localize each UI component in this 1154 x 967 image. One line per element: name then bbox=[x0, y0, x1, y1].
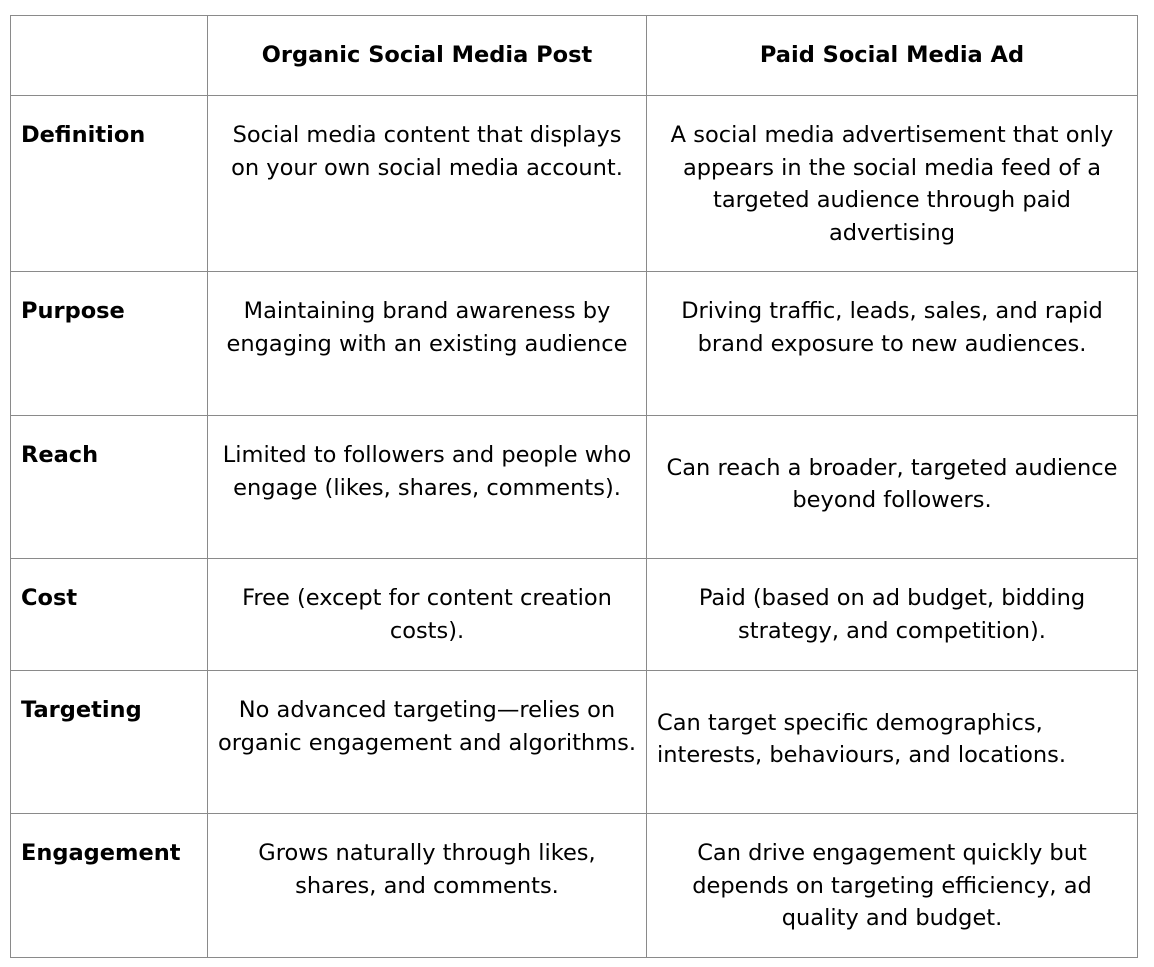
cell-paid-purpose: Driving traffic, leads, sales, and rapid brand exposure to new audiences. bbox=[647, 272, 1138, 416]
header-organic: Organic Social Media Post bbox=[208, 16, 647, 96]
table-row bbox=[11, 559, 1138, 671]
comparison-table bbox=[10, 15, 1138, 958]
cell-organic-purpose: Maintaining brand awareness by engaging with an existing audience bbox=[208, 272, 647, 416]
row-label-reach: Reach bbox=[11, 416, 208, 559]
row-label-purpose: Purpose bbox=[11, 272, 208, 416]
table-row bbox=[11, 416, 1138, 559]
table-row bbox=[11, 96, 1138, 272]
cell-paid-cost: Paid (based on ad budget, bidding strategy, and competition). bbox=[647, 559, 1138, 671]
row-label-targeting: Targeting bbox=[11, 671, 208, 814]
header-paid: Paid Social Media Ad bbox=[647, 16, 1138, 96]
cell-organic-cost: Free (except for content creation costs). bbox=[208, 559, 647, 671]
cell-paid-definition: A social media advertisement that only appears in the social media feed of a targeted audience through paid advertising bbox=[647, 96, 1138, 272]
cell-organic-reach: Limited to followers and people who engage (likes, shares, comments). bbox=[208, 416, 647, 559]
cell-paid-engagement: Can drive engagement quickly but depends on targeting efficiency, ad quality and budget. bbox=[647, 814, 1138, 958]
cell-organic-definition: Social media content that displays on your own social media account. bbox=[208, 96, 647, 272]
cell-paid-reach: Can reach a broader, targeted audience beyond followers. bbox=[647, 416, 1138, 559]
row-label-cost: Cost bbox=[11, 559, 208, 671]
cell-organic-engagement: Grows naturally through likes, shares, and comments. bbox=[208, 814, 647, 958]
table-row bbox=[11, 272, 1138, 416]
header-corner-cell bbox=[11, 16, 208, 96]
header-row bbox=[11, 16, 1138, 96]
row-label-engagement: Engagement bbox=[11, 814, 208, 958]
cell-paid-targeting: Can target specific demographics, interests, behaviours, and locations. bbox=[647, 671, 1138, 814]
table-row bbox=[11, 671, 1138, 814]
cell-organic-targeting: No advanced targeting—relies on organic engagement and algorithms. bbox=[208, 671, 647, 814]
table-row bbox=[11, 814, 1138, 958]
row-label-definition: Definition bbox=[11, 96, 208, 272]
